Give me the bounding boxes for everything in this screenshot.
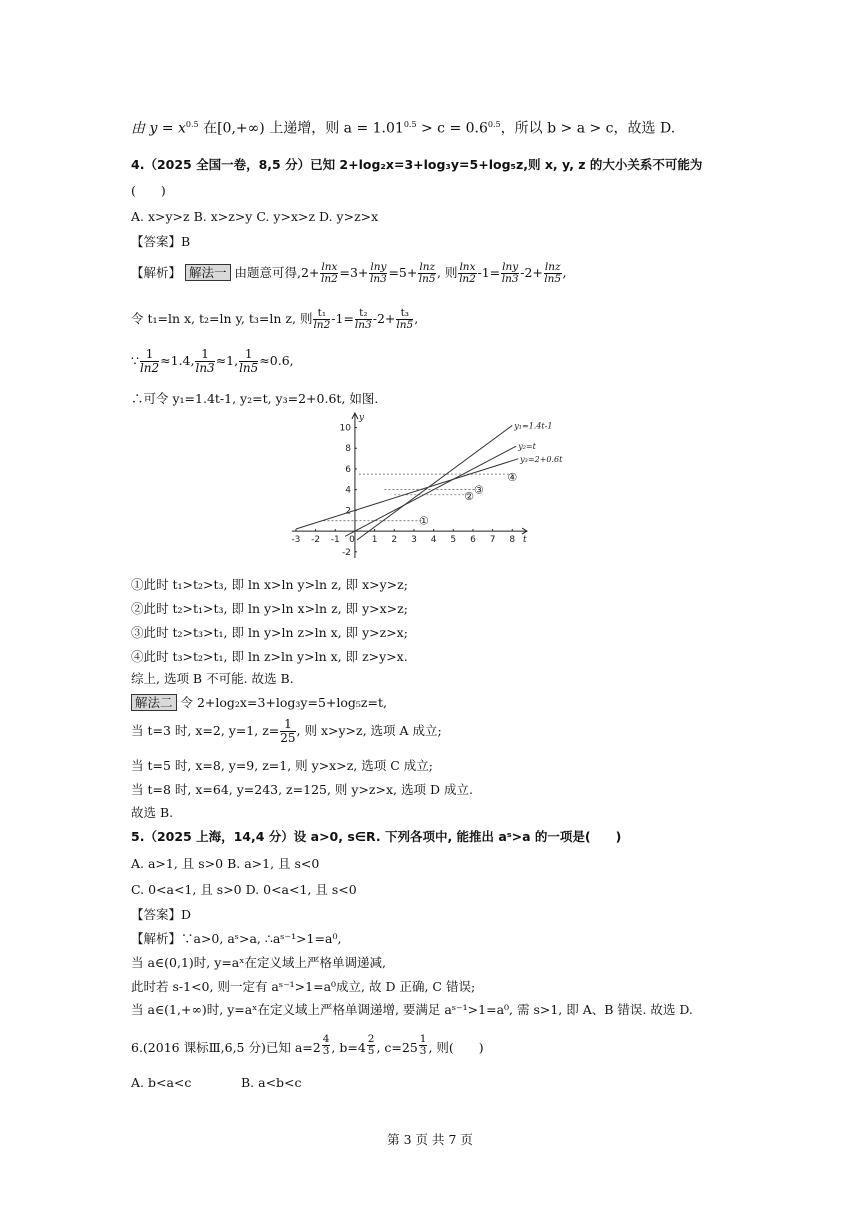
q4-solution-line3 <box>131 346 294 376</box>
frac-den: ln2 <box>139 361 160 375</box>
fraction <box>239 348 258 375</box>
x-tick-label: 7 <box>489 535 496 546</box>
text-fragment: 令 2+log₂x=3+log₃y=5+log₅z=t, <box>180 695 387 710</box>
x-tick-label: 8 <box>509 535 516 546</box>
y-tick-label: 6 <box>345 464 351 475</box>
frac-den: ln3 <box>370 273 387 285</box>
fraction <box>396 308 413 331</box>
frac-den: ln5 <box>418 273 436 285</box>
y-tick-label: -2 <box>341 547 351 558</box>
x-tick-label: -3 <box>291 535 301 546</box>
series-label-2: y₂=t <box>518 442 536 452</box>
fraction <box>313 308 330 331</box>
method2-badge: 解法二 <box>131 694 177 711</box>
x-axis-label: t <box>523 535 527 546</box>
because-symbol: ∵ <box>131 353 139 368</box>
text-fragment: 2+ <box>300 265 320 280</box>
frac-num: t₃ <box>396 308 413 320</box>
series-label-1: y₁=1.4t-1 <box>514 421 553 431</box>
summary-1: 综上, 选项 B 不可能. 故选 B. <box>131 671 294 686</box>
q6-option-b: B. a<b<c <box>241 1075 302 1090</box>
exponent: 0.5 <box>185 120 199 129</box>
q5-options-cd: C. 0<a<1, 且 s>0 D. 0<a<1, 且 s<0 <box>131 882 357 897</box>
q5-solution-line4: 当 a∈(1,+∞)时, y=aˣ在定义域上严格单调递增, 要满足 aˢ⁻¹>1=a⁰, 需 s>1, 即 A、B 错误. 故选 D. <box>131 1002 693 1017</box>
x-tick-label: -2 <box>311 535 321 546</box>
summary-2: 故选 B. <box>131 805 174 820</box>
series-line-1 <box>357 425 512 540</box>
text-fragment: 在[0,+∞) 上递增，则 a = 1.01 <box>198 120 404 137</box>
frac-num: 1 <box>239 348 258 362</box>
q5-options-ab: A. a>1, 且 s>0 B. a>1, 且 s<0 <box>131 856 320 871</box>
text-fragment: , <box>562 265 567 280</box>
frac-den: ln3 <box>501 273 519 285</box>
q5-title: 5.（2025 上海，14,4 分）设 a>0, s∈R. 下列各项中, 能推出 aˢ>a 的一项是( ) <box>131 829 622 844</box>
frac-den: 25 <box>280 731 296 745</box>
text-fragment: ≈0.6, <box>259 353 294 368</box>
x-tick-label: 2 <box>391 535 398 546</box>
frac-num: 1 <box>419 1032 427 1045</box>
exponent-fraction <box>322 1034 331 1057</box>
text-fragment: -2+ <box>520 265 543 280</box>
t8-line: 当 t=8 时, x=64, y=243, z=125, 则 y>z>x, 选项 D 成立. <box>131 782 473 797</box>
x-tick-label: 6 <box>470 535 476 546</box>
fraction <box>418 262 436 285</box>
series-line-2 <box>345 446 516 536</box>
q4-title: 4.（2025 全国一卷，8,5 分）已知 2+log₂x=3+log₃y=5+log₅z,则 x, y, z 的大小关系不可能为 <box>131 157 703 172</box>
proof-tail-line <box>131 116 675 138</box>
frac-num: 1 <box>195 348 214 362</box>
y-axis-label: y <box>358 413 365 423</box>
frac-num: lnx <box>321 261 338 273</box>
text-fragment: , <box>414 311 419 326</box>
frac-den: 3 <box>419 1044 427 1057</box>
case-1: ①此时 t₁>t₂>t₃, 即 ln x>ln y>ln z, 即 x>y>z; <box>131 577 408 592</box>
frac-den: ln5 <box>544 273 562 285</box>
q5-answer: 【答案】D <box>131 907 192 922</box>
frac-den: ln5 <box>239 361 259 375</box>
text-fragment: , c=25 <box>376 1040 418 1056</box>
t5-line: 当 t=5 时, x=8, y=9, z=1, 则 y>x>z, 选项 C 成立; <box>131 758 433 773</box>
frac-num: 1 <box>140 348 159 362</box>
series-line-3 <box>296 459 518 529</box>
exponent-fraction <box>367 1034 376 1057</box>
frac-num: lnz <box>544 261 561 273</box>
x-tick-label: 4 <box>430 535 437 546</box>
text-fragment: > c = 0.6 <box>416 120 488 137</box>
region-marker: ③ <box>473 483 484 497</box>
text-fragment: ≈1.4, <box>160 353 195 368</box>
x-tick-label: 1 <box>371 535 378 546</box>
fraction <box>195 348 214 375</box>
x-tick-label: 3 <box>411 535 417 546</box>
t3-line <box>131 716 442 746</box>
q4-answer: 【答案】B <box>131 234 191 249</box>
frac-den: 3 <box>322 1044 330 1057</box>
x-tick-label: 5 <box>450 535 457 546</box>
fraction <box>501 262 519 285</box>
exponent-fraction <box>419 1034 428 1057</box>
text-fragment: =5+ <box>388 265 418 280</box>
region-marker: ② <box>464 489 474 503</box>
y-tick-label: 8 <box>345 444 351 455</box>
exponent: 0.5 <box>403 120 417 129</box>
method2-line <box>131 694 387 712</box>
frac-num: t₂ <box>355 308 372 320</box>
frac-den: 5 <box>367 1044 375 1057</box>
frac-num: lny <box>370 261 387 273</box>
frac-num: lny <box>502 261 519 273</box>
series-label-3: y₃=2+0.6t <box>520 454 563 464</box>
text-fragment: 由 y = x <box>131 120 186 137</box>
frac-den: ln3 <box>195 361 215 375</box>
method1-badge: 解法一 <box>185 264 231 281</box>
q6-title <box>131 1030 484 1063</box>
text-fragment: , 则( ) <box>428 1040 484 1056</box>
q4-options: A. x>y>z B. x>z>y C. y>x>z D. y>z>x <box>131 209 379 224</box>
q5-solution-line1: 【解析】∵a>0, aˢ>a, ∴aˢ⁻¹>1=a⁰, <box>131 931 342 946</box>
text-fragment: 由题意可得, <box>234 265 301 280</box>
x-tick-label: 0 <box>349 535 355 546</box>
y-tick-label: 10 <box>339 423 351 434</box>
frac-num: lnz <box>419 261 435 273</box>
fraction <box>320 262 338 285</box>
text-fragment: 令 t₁=ln x, t₂=ln y, t₃=ln z, 则 <box>131 311 313 326</box>
text-fragment: , 则 <box>437 265 458 280</box>
page-footer: 第 3 页 共 7 页 <box>387 1132 473 1147</box>
fraction <box>544 262 562 285</box>
frac-den: ln3 <box>354 319 372 331</box>
case-3: ③此时 t₂>t₃>t₁, 即 ln y>ln z>ln x, 即 y>z>x; <box>131 625 408 640</box>
frac-num: 2 <box>367 1032 375 1045</box>
x-tick-label: -1 <box>330 535 340 546</box>
text-fragment: =3+ <box>339 265 369 280</box>
frac-den: ln5 <box>396 319 414 331</box>
frac-num: t₁ <box>313 308 330 320</box>
region-marker: ④ <box>507 471 518 485</box>
frac-num: lnx <box>459 261 476 273</box>
frac-den: ln2 <box>459 273 476 285</box>
q5-solution-line2: 当 a∈(0,1)时, y=aˣ在定义域上严格单调递减, <box>131 955 387 970</box>
region-marker: ① <box>418 514 429 528</box>
text-fragment: 6.(2016 课标Ⅲ,6,5 分)已知 a=2 <box>131 1040 321 1056</box>
exponent: 0.5 <box>487 120 501 129</box>
fraction <box>369 262 387 285</box>
text-fragment: -1= <box>477 265 501 280</box>
text-fragment: 当 t=3 时, x=2, y=1, z= <box>131 723 280 738</box>
fraction <box>355 308 372 331</box>
q4-solution-line4: ∴可令 y₁=1.4t-1, y₂=t, y₃=2+0.6t, 如图. <box>131 391 379 406</box>
case-2: ②此时 t₂>t₁>t₃, 即 ln y>ln x>ln z, 即 y>x>z; <box>131 601 408 616</box>
frac-den: ln2 <box>313 319 331 331</box>
y-tick-label: 2 <box>345 506 351 517</box>
q4-solution-line2 <box>131 304 418 334</box>
q4-solution-line1 <box>131 258 567 288</box>
y-tick-label: 4 <box>345 485 351 496</box>
frac-den: ln2 <box>321 273 338 285</box>
case-4: ④此时 t₃>t₂>t₁, 即 ln z>ln y>ln x, 即 z>y>x. <box>131 649 408 664</box>
text-fragment: ≈1, <box>215 353 239 368</box>
frac-num: 4 <box>322 1032 330 1045</box>
fraction <box>140 348 159 375</box>
fraction <box>280 718 295 745</box>
line-graph <box>290 410 563 560</box>
text-fragment: -1= <box>331 311 354 326</box>
text-fragment: -2+ <box>372 311 396 326</box>
label-jiexi: 【解析】 <box>131 265 182 280</box>
q4-paren: ( ) <box>131 183 166 198</box>
q5-solution-line3: 此时若 s-1<0, 则一定有 aˢ⁻¹>1=a⁰成立, 故 D 正确, C 错误; <box>131 979 476 994</box>
q6-option-a: A. b<a<c <box>131 1075 192 1090</box>
text-fragment: ，所以 b > a > c，故选 D. <box>500 120 676 137</box>
frac-num: 1 <box>280 718 295 732</box>
fraction <box>458 262 476 285</box>
text-fragment: , b=4 <box>331 1040 366 1056</box>
text-fragment: , 则 x>y>z, 选项 A 成立; <box>296 723 442 738</box>
